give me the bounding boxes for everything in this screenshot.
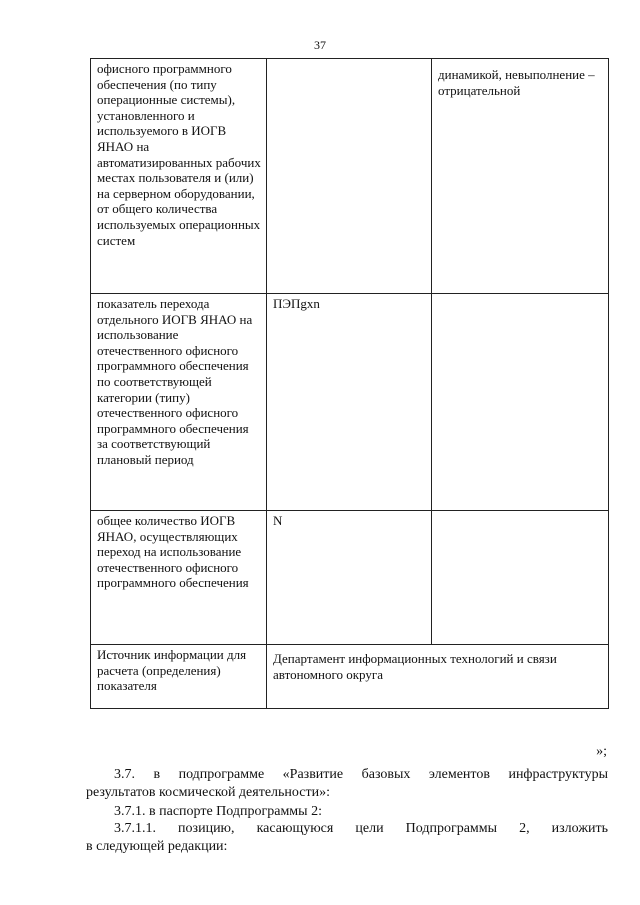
paragraph-line: 3.7.1.1. позицию, касающуюся цели Подпрограммы 2, изложить xyxy=(114,821,608,836)
table-cell xyxy=(432,294,609,511)
table-row xyxy=(91,511,609,645)
page-number: 37 xyxy=(314,38,326,52)
table-row xyxy=(91,294,609,511)
table-cell xyxy=(267,59,432,294)
paragraph-line: в следующей редакции: xyxy=(86,839,228,854)
table-cell: динамикой, невыполнение – отрицательной xyxy=(432,59,609,294)
paragraph-line: 3.7.1. в паспорте Подпрограммы 2: xyxy=(114,804,322,819)
table-cell: офисного программного обеспечения (по типу операционные системы), установленного и используемого в ИОГВ ЯНАО на автоматизированных рабочих местах пользователя и (или) на серверном оборудовании, от общего количества используемых операционных систем xyxy=(91,59,267,294)
table-cell: N xyxy=(267,511,432,645)
table-cell: показатель перехода отдельного ИОГВ ЯНАО на использование отечественного офисного программного обеспечения по соответствующей категории (типу) отечественного офисного программного обеспечения за соответствующий плановый период xyxy=(91,294,267,511)
table-cell: Департамент информационных технологий и связи автономного округа xyxy=(267,645,609,709)
paragraph-line: 3.7. в подпрограмме «Развитие базовых элементов инфраструктуры xyxy=(114,767,608,782)
table-cell: общее количество ИОГВ ЯНАО, осуществляющих переход на использование отечественного офисного программного обеспечения xyxy=(91,511,267,645)
indicator-table xyxy=(90,58,609,709)
closing-quote-mark: »; xyxy=(596,744,607,759)
table-row xyxy=(91,645,609,709)
table-cell: Источник информации для расчета (определения) показателя xyxy=(91,645,267,709)
table-cell xyxy=(432,511,609,645)
table-row xyxy=(91,59,609,294)
paragraph-line: результатов космической деятельности»: xyxy=(86,785,330,800)
table-cell: ПЭПgxn xyxy=(267,294,432,511)
